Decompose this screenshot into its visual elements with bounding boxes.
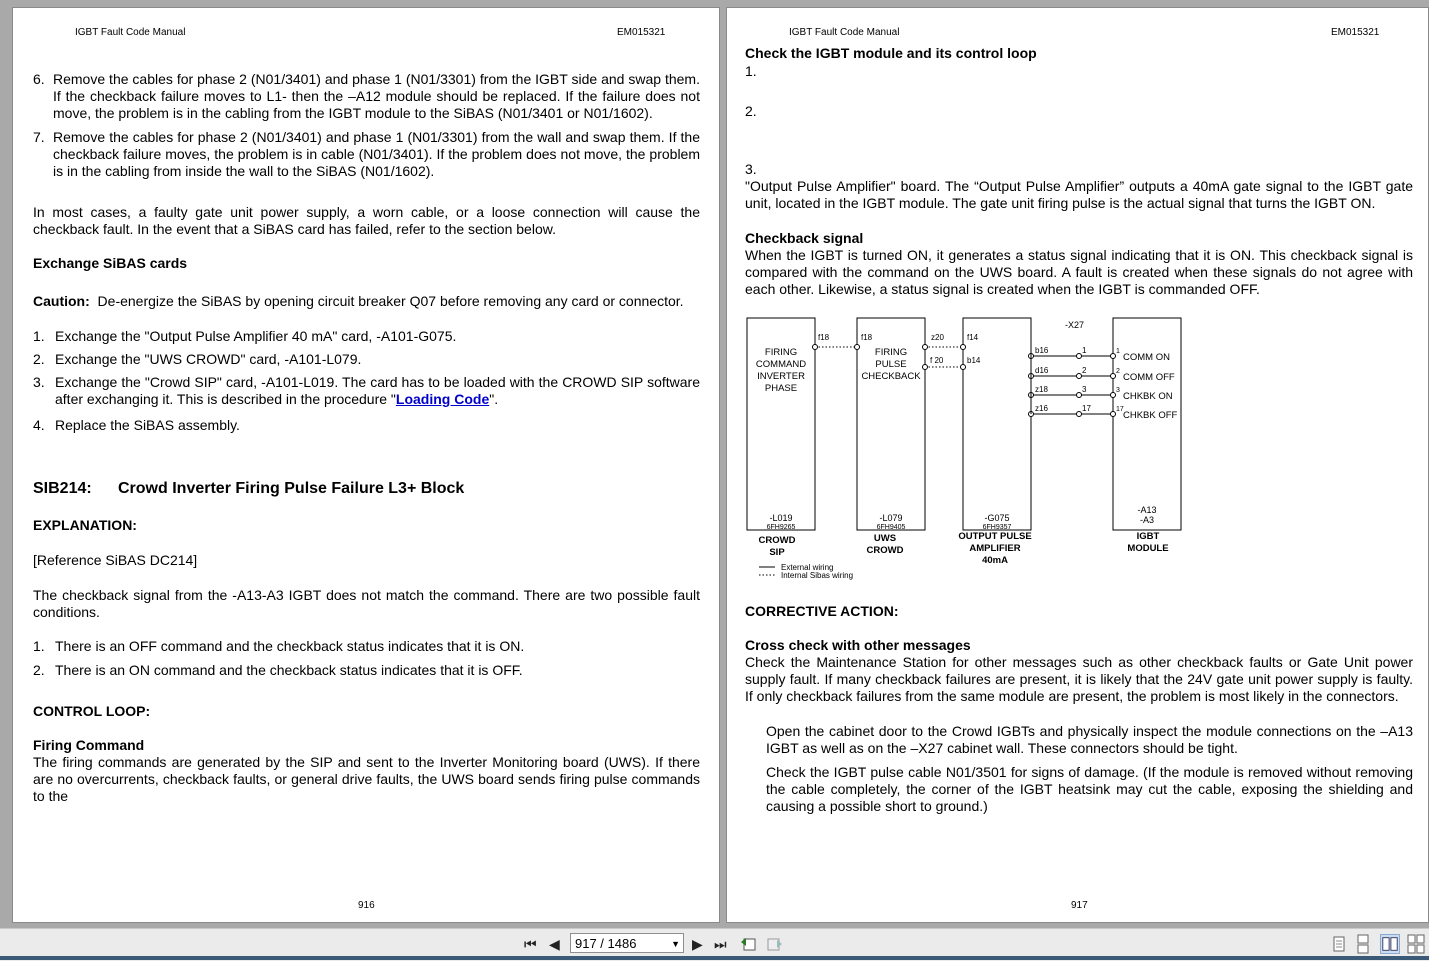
- cross-check-paragraph: Check the Maintenance Station for other messages such as other checkback faults or Gate Unit power supply fault. If many checkback failures are present, it is likely that the 24V gate unit power supply is faulty. If only checkback failures from the same module are present, the problem is most likely in the connectors.: [745, 654, 1413, 704]
- box-label: CHECKBACK: [861, 371, 921, 382]
- checkback-heading: Checkback signal: [745, 230, 864, 246]
- connector-pin-number: 3: [1082, 385, 1087, 394]
- pin-terminal: [961, 365, 966, 370]
- header-title: IGBT Fault Code Manual: [75, 27, 186, 38]
- box-label: PULSE: [875, 359, 907, 370]
- checkback-paragraph: The checkback signal from the -A13-A3 IGBT does not match the command. There are two possible fault conditions.: [33, 587, 700, 620]
- pin-terminal: [855, 345, 860, 350]
- checkback-paragraph: When the IGBT is turned ON, it generates a status signal indicating that it is ON. This checkback signal is compared with the command on the UWS board. A fault is created when these signals do not agree with each other. Likewise, a status signal is created when the IGBT is commanded OFF.: [745, 247, 1413, 297]
- check-heading: Check the IGBT module and its control loop: [745, 45, 1037, 61]
- prev-page-icon[interactable]: ◀: [549, 936, 560, 952]
- continuous-facing-icon[interactable]: [1406, 934, 1426, 954]
- header-code: EM015321: [1331, 27, 1380, 38]
- pin-terminal: [1111, 412, 1116, 417]
- pin-label: f 20: [930, 356, 944, 365]
- header-title: IGBT Fault Code Manual: [789, 27, 900, 38]
- box-igbt-module: [1113, 318, 1181, 530]
- signal-label: COMM ON: [1123, 352, 1170, 363]
- connector-terminal: [1077, 374, 1082, 379]
- pin-label: z18: [1035, 385, 1048, 394]
- page-number: 916: [358, 900, 375, 911]
- box-name: CROWD: [866, 545, 904, 556]
- left-page: IGBT Fault Code Manual EM015321 6. Remove the cables for phase 2 (N01/3401) and phase 1 (N01/3301) from the IGBT side and swap them. If the checkback failure moves to L1- then the –A12 module should be replaced. If the failure does not move, the problem is in the cabling from the IGBT module to the SiBAS (N01/3401 or N01/1602). 7. Remove the cables for phase 2 (N01/3401) and phase 1 (N01/3301) from the wall and swap them. If the checkback failure moves, the problem is in cable (N01/3401). If the problem does not move, the problem is in the cabling from inside the wall to the SiBAS (N01/1602). In most cases, a faulty gate unit power supply, a worn cable, or a loose connection will cause the checkback fault. In the event that a SiBAS card has failed, refer to the section below. Exchange SiBAS cards Caution: De-energize the SiBAS by opening circuit breaker Q07 before removing any card or connector. 1. Exchange the "Output Pulse Amplifier 40 mA" card, -A101-G075. 2. Exchange the "UWS CROWD" card, -A101-L079. 3. Exchange the "Crowd SIP" card, -A101-L019. The card has to be loaded with the CROWD SIP software after exchanging it. This is described in the procedure "Loading Code". 4. Replace the SiBAS assembly. SIB214: Crowd Inverter Firing Pulse Failure L3+ Block EXPLANATION: [Reference SiBAS DC214] The checkback signal from the -A13-A3 IGBT does not match the command. There are two possible fault conditions. 1. There is an OFF command and the checkback status indicates that it is ON. 2. There is an ON command and the checkback status indicates that it is OFF. CONTROL LOOP: Firing Command The firing commands are generated by the SIP and sent to the Inverter Monitoring board (UWS). If there are no overcurrents, checkback faults, or general drive faults, the UWS board sends firing pulse commands to the 916: [13, 8, 719, 922]
- box-code: -L079: [879, 513, 903, 523]
- page-number-field[interactable]: 917 / 1486 ▼: [570, 933, 684, 953]
- list-number: 3.: [745, 161, 757, 177]
- right-page: [727, 8, 1428, 922]
- first-page-icon[interactable]: ⏮: [524, 936, 537, 952]
- corrective-heading: CORRECTIVE ACTION:: [745, 603, 899, 619]
- go-forward-icon[interactable]: [765, 935, 783, 952]
- section-code: SIB214:: [33, 480, 92, 497]
- box-name: MODULE: [1127, 543, 1169, 554]
- box-part: 6FH9357: [982, 524, 1012, 531]
- box-name: OUTPUT PULSE: [958, 531, 1032, 542]
- legend-internal: Internal Sibas wiring: [781, 571, 854, 580]
- header-code: EM015321: [617, 27, 666, 38]
- firing-text: The firing commands are generated by the SIP and sent to the Inverter Monitoring board (UWS). If there are no overcurrents, checkback faults, or general drive faults, the UWS board sends firing pulse commands to the: [33, 754, 700, 804]
- cross-check-heading: Cross check with other messages: [745, 637, 971, 653]
- connector-pin-number: 17: [1082, 404, 1091, 413]
- box-name: CROWD: [758, 535, 796, 546]
- signal-pin-number: 2: [1116, 368, 1120, 375]
- box-label: COMMAND: [755, 359, 807, 370]
- section-heading: [33, 480, 465, 497]
- caution-label: Caution:: [33, 293, 90, 309]
- pin-label: b16: [1035, 346, 1049, 355]
- open-cabinet-paragraph: Open the cabinet door to the Crowd IGBTs and physically inspect the module connections on the –A13 IGBT as well as on the –X27 cabinet wall. These connectors should be tight.: [766, 723, 1413, 756]
- connector-terminal: [1077, 412, 1082, 417]
- pin-terminal: [813, 345, 818, 350]
- box-name: AMPLIFIER: [969, 543, 1021, 554]
- paragraph-most-cases: In most cases, a faulty gate unit power supply, a worn cable, or a loose connection will cause the checkback fault. In the event that a SiBAS card has failed, refer to the section below.: [33, 204, 700, 237]
- box-part: 6FH9265: [766, 524, 796, 531]
- loading-code-link[interactable]: Loading Code: [395, 391, 490, 407]
- box-name: 40mA: [982, 555, 1008, 566]
- last-page-icon[interactable]: ⏭: [714, 936, 727, 952]
- control-loop-heading: CONTROL LOOP:: [33, 703, 151, 719]
- continuous-icon[interactable]: [1353, 934, 1373, 954]
- connector-label: -X27: [1065, 320, 1085, 330]
- exchange-heading: Exchange SiBAS cards: [33, 255, 188, 271]
- signal-label: CHKBK OFF: [1123, 410, 1178, 421]
- opa-paragraph: "Output Pulse Amplifier" board. The “Output Pulse Amplifier” outputs a 40mA gate signal to the IGBT gate unit, located in the IGBT module. The gate unit firing pulse is the actual signal that turns the IGBT ON.: [745, 178, 1413, 211]
- pin-label: d16: [1035, 366, 1049, 375]
- connector-terminal: [1077, 354, 1082, 359]
- pin-terminal: [961, 345, 966, 350]
- box-code: -L019: [769, 513, 793, 523]
- caution-text: De-energize the SiBAS by opening circuit breaker Q07 before removing any card or connector.: [97, 293, 684, 309]
- box-code: -G075: [984, 513, 1010, 523]
- pin-label: z16: [1035, 404, 1048, 413]
- pin-terminal: [923, 345, 928, 350]
- pin-terminal: [923, 365, 928, 370]
- pin-label: z20: [931, 333, 944, 342]
- list-number: 1.: [745, 63, 757, 79]
- facing-icon[interactable]: [1380, 934, 1400, 954]
- pin-label: f14: [967, 333, 979, 342]
- box-label: INVERTER: [757, 371, 805, 382]
- section-title: Crowd Inverter Firing Pulse Failure L3+ Block: [118, 480, 465, 497]
- box-name: IGBT: [1136, 531, 1160, 542]
- next-page-icon[interactable]: ▶: [692, 936, 703, 952]
- page-number: 917: [1071, 900, 1088, 911]
- connector-pin-number: 2: [1082, 366, 1087, 375]
- box-label: FIRING: [764, 347, 798, 358]
- box-output-pulse-amplifier: [963, 318, 1031, 530]
- box-label: PHASE: [764, 383, 798, 394]
- pin-terminal: [1111, 393, 1116, 398]
- pulse-cable-paragraph: Check the IGBT pulse cable N01/3501 for signs of damage. (If the module is removed without removing the cable completely, the corner of the IGBT heatsink may cut the cable, exposing the shielding and causing a possible short to ground.): [766, 764, 1413, 814]
- box-part: 6FH9405: [876, 524, 906, 531]
- firing-heading: Firing Command: [33, 737, 145, 753]
- signal-label: COMM OFF: [1123, 372, 1175, 383]
- chevron-down-icon: ▼: [671, 939, 680, 949]
- status-strip: [0, 956, 1429, 960]
- caution-note: [33, 293, 700, 310]
- signal-pin-number: 3: [1116, 387, 1120, 394]
- box-code: -A3: [1139, 515, 1155, 525]
- box-label: FIRING: [874, 347, 908, 358]
- connector-pin-number: 1: [1082, 346, 1087, 355]
- signal-pin-number: 17: [1116, 406, 1124, 413]
- pin-terminal: [1111, 374, 1116, 379]
- box-code: -A13: [1137, 505, 1157, 515]
- list-number: 2.: [745, 103, 757, 119]
- connector-terminal: [1077, 393, 1082, 398]
- reference-text: [Reference SiBAS DC214]: [33, 552, 198, 568]
- legend-external: External wiring: [781, 563, 834, 572]
- explanation-heading: EXPLANATION:: [33, 517, 137, 533]
- pin-label: f18: [818, 333, 830, 342]
- pin-label: f18: [861, 333, 873, 342]
- pin-terminal: [1111, 354, 1116, 359]
- box-name: UWS: [873, 533, 897, 544]
- pin-label: b14: [967, 356, 981, 365]
- control-loop-diagram: [745, 316, 1185, 584]
- go-back-icon[interactable]: [740, 935, 758, 952]
- box-name: SIP: [769, 547, 785, 558]
- single-page-icon[interactable]: [1329, 934, 1349, 954]
- signal-label: CHKBK ON: [1123, 391, 1173, 402]
- signal-pin-number: 1: [1116, 348, 1120, 355]
